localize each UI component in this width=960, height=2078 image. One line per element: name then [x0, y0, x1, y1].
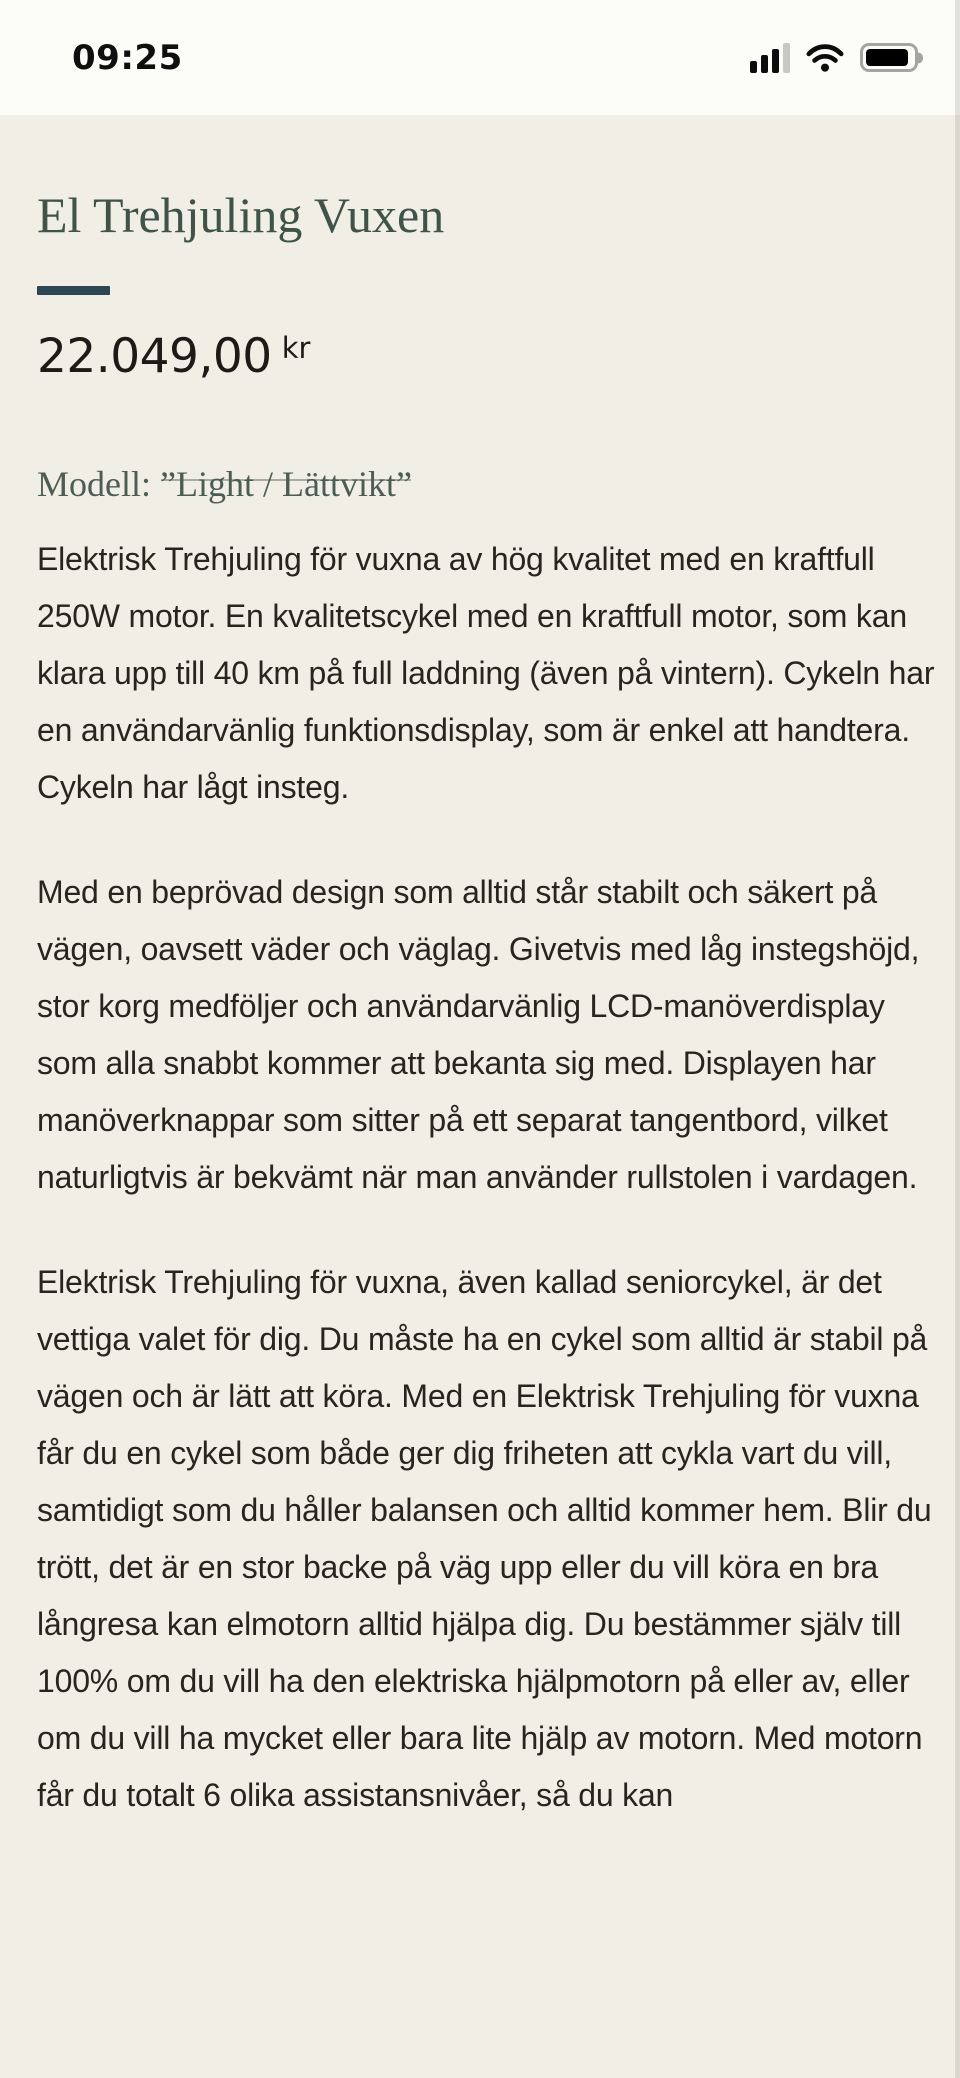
model-label: Modell:	[37, 464, 160, 504]
price-currency: kr	[281, 331, 311, 365]
status-icons	[750, 43, 918, 73]
wifi-icon	[806, 44, 844, 72]
product-page	[0, 115, 960, 1824]
description-paragraph-3: Elektrisk Trehjuling för vuxna, även kallad seniorcykel, är det vettiga valet för dig. Du måste ha en cykel som alltid är stabil på vägen och är lätt att köra. Med en Elektrisk Trehjuling för vuxna får du en cykel som både ger dig friheten att cykla vart du vill, samtidigt som du håller balansen och alltid kommer hem. Blir du trött, det är en stor backe på väg upp eller du vill köra en bra långresa kan elmotorn alltid hjälpa dig. Du bestämmer själv till 100% om du vill ha den elektriska hjälpmotorn på eller av, eller om du vill ha mycket eller bara lite hjälp av motorn. Med motorn får du totalt 6 olika assistansnivåer, så du kan	[37, 1264, 932, 1814]
status-time: 09:25	[72, 37, 183, 78]
battery-icon	[860, 43, 918, 72]
model-heading	[37, 463, 936, 506]
scrollbar-track[interactable]	[955, 0, 960, 2078]
title-divider	[37, 286, 110, 295]
model-value: ”Light / Lättvikt”	[160, 463, 412, 506]
product-price	[37, 329, 936, 384]
description-paragraph-2: Med en beprövad design som alltid står stabilt och säkert på vägen, oavsett väder och väglag. Givetvis med låg instegshöjd, stor korg medföljer och användarvänlig LCD-manöverdisplay som alla snabbt kommer att bekanta sig med. Displayen har manöverknappar som sitter på ett separat tangentbord, vilket naturligtvis är bekvämt när man använder rullstolen i vardagen.	[37, 874, 920, 1196]
description-paragraph-1: Elektrisk Trehjuling för vuxna av hög kvalitet med en kraftfull 250W motor. En kvalitetscykel med en kraftfull motor, som kan klara upp till 40 km på full laddning (även på vintern). Cykeln har en användarvänlig funktionsdisplay, som är enkel att handtera. Cykeln har lågt insteg.	[37, 541, 935, 806]
cellular-signal-icon	[750, 43, 790, 73]
status-bar	[0, 0, 960, 115]
price-amount: 22.049,00	[37, 329, 272, 384]
product-title: El Trehjuling Vuxen	[37, 187, 445, 243]
